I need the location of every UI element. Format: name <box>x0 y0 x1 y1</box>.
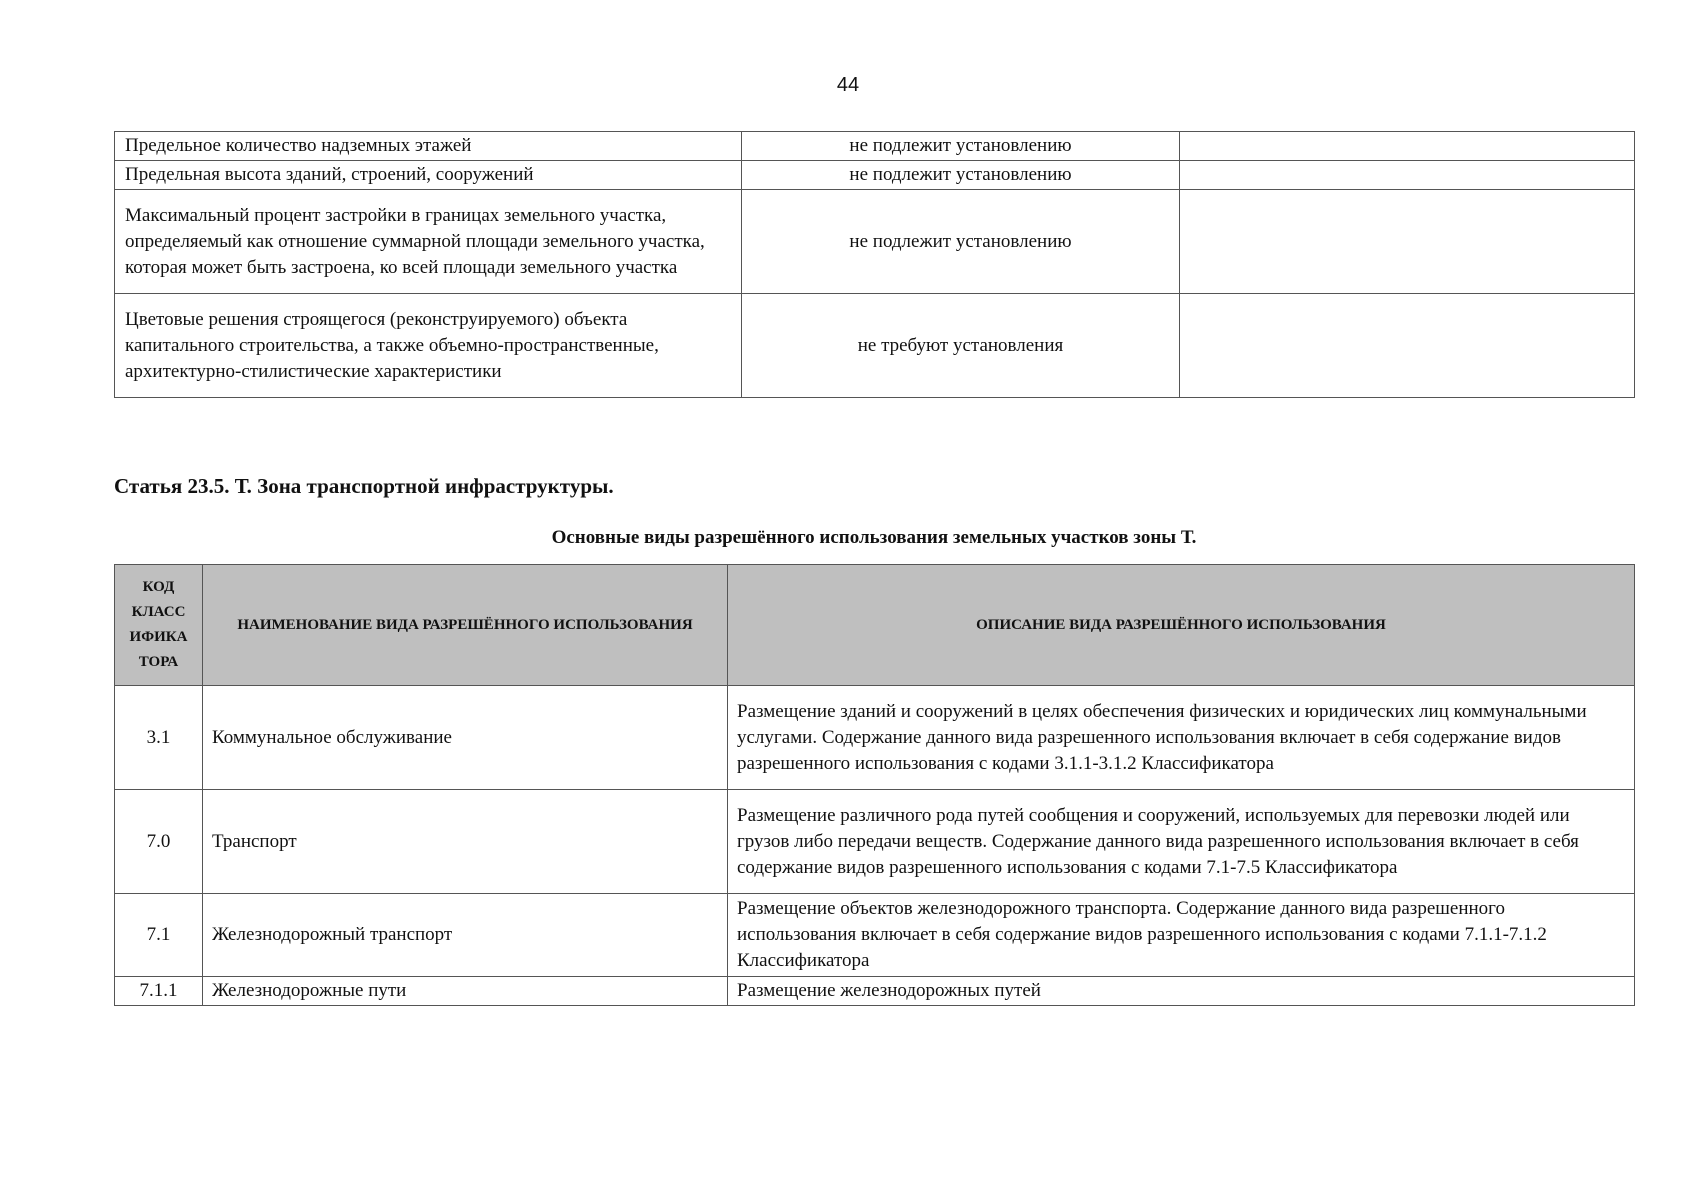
param-extra <box>1180 190 1635 294</box>
use-name: Железнодорожные пути <box>203 977 728 1006</box>
param-name: Предельная высота зданий, строений, сооружений <box>115 161 742 190</box>
use-description: Размещение объектов железнодорожного транспорта. Содержание данного вида разрешенного использования включает в себя содержание видов разрешенного использования с кодами 7.1.1-7.1.2 Классификатора <box>728 894 1635 977</box>
param-extra <box>1180 161 1635 190</box>
param-extra <box>1180 132 1635 161</box>
use-description: Размещение железнодорожных путей <box>728 977 1635 1006</box>
table-header-row <box>115 565 1635 686</box>
param-value: не подлежит установлению <box>742 132 1180 161</box>
table-row <box>115 686 1635 790</box>
param-value: не подлежит установлению <box>742 161 1180 190</box>
parameters-table <box>114 131 1635 398</box>
use-code: 7.0 <box>115 790 203 894</box>
use-code: 7.1 <box>115 894 203 977</box>
use-code: 7.1.1 <box>115 977 203 1006</box>
table-row <box>115 190 1635 294</box>
param-value: не требуют установления <box>742 294 1180 398</box>
header-name: НАИМЕНОВАНИЕ ВИДА РАЗРЕШЁННОГО ИСПОЛЬЗОВАНИЯ <box>203 565 728 686</box>
table-row <box>115 132 1635 161</box>
param-extra <box>1180 294 1635 398</box>
table-row <box>115 894 1635 977</box>
table-caption: Основные виды разрешённого использования земельных участков зоны Т. <box>551 527 1197 548</box>
use-description: Размещение различного рода путей сообщения и сооружений, используемых для перевозки людей или грузов либо передачи веществ. Содержание данного вида разрешенного использования включает в себя содержание видов разрешенного использования с кодами 7.1-7.5 Классификатора <box>728 790 1635 894</box>
header-code: КОД КЛАСС ИФИКА ТОРА <box>115 565 203 686</box>
table-row <box>115 977 1635 1006</box>
use-code: 3.1 <box>115 686 203 790</box>
table-row <box>115 161 1635 190</box>
use-name: Транспорт <box>203 790 728 894</box>
page-number: 44 <box>836 74 860 96</box>
param-name: Предельное количество надземных этажей <box>115 132 742 161</box>
param-name: Максимальный процент застройки в границах земельного участка, определяемый как отношение суммарной площади земельного участка, которая может быть застроена, ко всей площади земельного участка <box>115 190 742 294</box>
use-description: Размещение зданий и сооружений в целях обеспечения физических и юридических лиц коммунальными услугами. Содержание данного вида разрешенного использования включает в себя содержание видов разрешенного использования с кодами 3.1.1-3.1.2 Классификатора <box>728 686 1635 790</box>
param-value: не подлежит установлению <box>742 190 1180 294</box>
table-row <box>115 790 1635 894</box>
use-name: Железнодорожный транспорт <box>203 894 728 977</box>
article-heading: Статья 23.5. Т. Зона транспортной инфраструктуры. <box>114 474 614 498</box>
permitted-uses-table <box>114 564 1635 1006</box>
param-name: Цветовые решения строящегося (реконструируемого) объекта капитального строительства, а также объемно-пространственные, архитектурно-стилистические характеристики <box>115 294 742 398</box>
table-row <box>115 294 1635 398</box>
header-description: ОПИСАНИЕ ВИДА РАЗРЕШЁННОГО ИСПОЛЬЗОВАНИЯ <box>728 565 1635 686</box>
use-name: Коммунальное обслуживание <box>203 686 728 790</box>
